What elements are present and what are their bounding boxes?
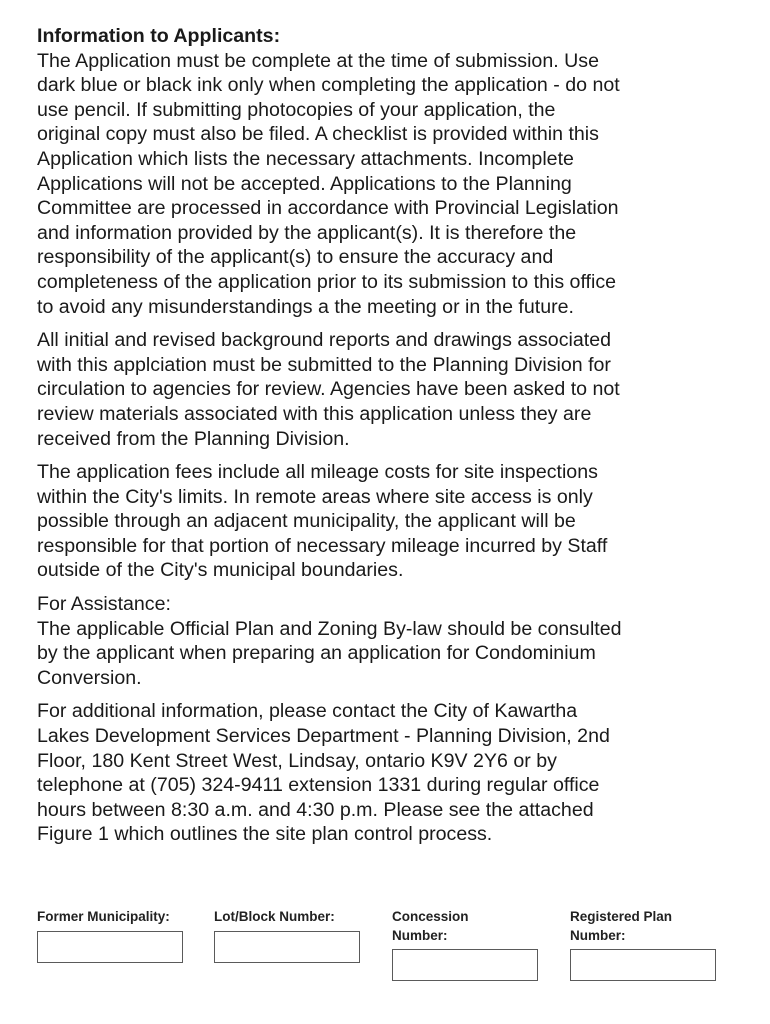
lot-block-number-label: Lot/Block Number: <box>214 909 335 924</box>
registered-plan-number-field-group <box>570 907 672 945</box>
paragraph-application-requirements: The Application must be complete at the time of submission. Use dark blue or black ink only when completing the application - do not use pencil. If submitting photocopies of your application, the original copy must also be filed. A checklist is provided within this Application which lists the necessary attachments. Incomplete Applications will not be accepted. Applications to the Planning Committee are processed in accordance with Provincial Legislation and information provided by the applicant(s). It is therefore the responsibility of the applicant(s) to ensure the accuracy and completeness of the application prior to its submission to this office to avoid any misunderstandings a the meeting or in the future. <box>37 49 620 318</box>
assistance-title: For Assistance: <box>37 593 171 616</box>
lot-block-number-field-group <box>214 907 335 926</box>
registered-plan-number-label: Registered Plan Number: <box>570 909 673 943</box>
former-municipality-field-group <box>37 907 170 926</box>
concession-number-label: Concession Number: <box>392 909 469 943</box>
paragraph-assistance: The applicable Official Plan and Zoning By-law should be consulted by the applicant when preparing an application for Condominium Conversion. <box>37 617 622 689</box>
registered-plan-number-input[interactable] <box>570 949 716 981</box>
former-municipality-input[interactable] <box>37 931 183 963</box>
concession-number-field-group <box>392 907 469 945</box>
information-section <box>37 24 737 847</box>
paragraph-background-reports: All initial and revised background reports and drawings associated with this applciation must be submitted to the Planning Division for circulation to agencies for review. Agencies have been asked to not review materials associated with this application unless they are received from the Planning Division. <box>37 329 620 450</box>
property-fields <box>37 907 737 1017</box>
former-municipality-label: Former Municipality: <box>37 909 170 924</box>
lot-block-number-input[interactable] <box>214 931 360 963</box>
section-heading: Information to Applicants: <box>37 25 281 47</box>
concession-number-input[interactable] <box>392 949 538 981</box>
paragraph-contact-information: For additional information, please contact the City of Kawartha Lakes Development Services Department - Planning Division, 2nd Floor, 180 Kent Street West, Lindsay, ontario K9V 2Y6 or by telephone at (705) 324-9411 extension 1331 during regular office hours between 8:30 a.m. and 4:30 p.m. Please see the attached Figure 1 which outlines the site plan control process. <box>37 700 610 846</box>
paragraph-application-fees: The application fees include all mileage costs for site inspections within the City's limits. In remote areas where site access is only possible through an adjacent municipality, the applicant will be responsible for that portion of necessary mileage incurred by Staff outside of the City's municipal boundaries. <box>37 461 608 582</box>
